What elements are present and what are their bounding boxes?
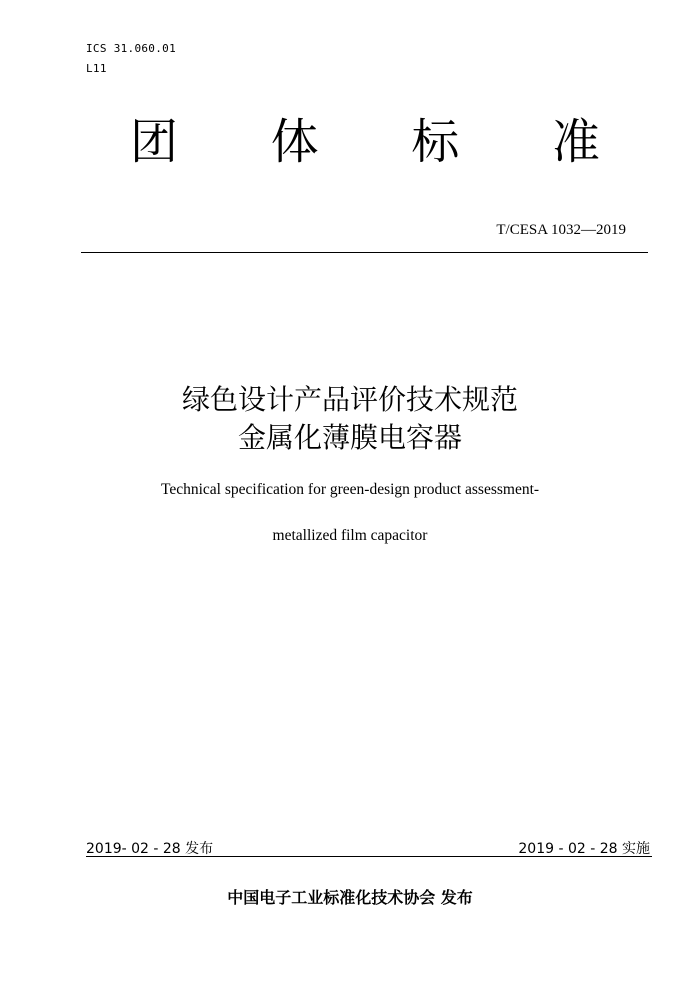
title-cn-line1: 绿色设计产品评价技术规范 [181, 383, 518, 416]
title-en-line1: Technical specification for green-design product assessment- [160, 481, 540, 498]
top-divider [81, 252, 648, 253]
title-en-line2: metallized film capacitor [272, 527, 428, 544]
standard-type-char: 团 [130, 114, 179, 170]
publisher: 中国电子工业标准化技术协会 发布 [227, 888, 473, 907]
document-number: T/CESA 1032—2019 [496, 222, 626, 238]
standard-type-heading [130, 112, 600, 172]
ccs-code: L11 [86, 62, 107, 75]
standard-type-char: 体 [270, 114, 319, 170]
standard-type-char: 准 [551, 114, 600, 170]
issue-date: 2019- 02 - 28 发布 [86, 841, 214, 857]
implementation-date: 2019 - 02 - 28 实施 [518, 841, 650, 857]
title-cn-line2: 金属化薄膜电容器 [237, 421, 462, 454]
standard-type-char: 标 [411, 114, 460, 170]
ics-code: ICS 31.060.01 [86, 42, 176, 55]
bottom-divider [86, 856, 652, 857]
